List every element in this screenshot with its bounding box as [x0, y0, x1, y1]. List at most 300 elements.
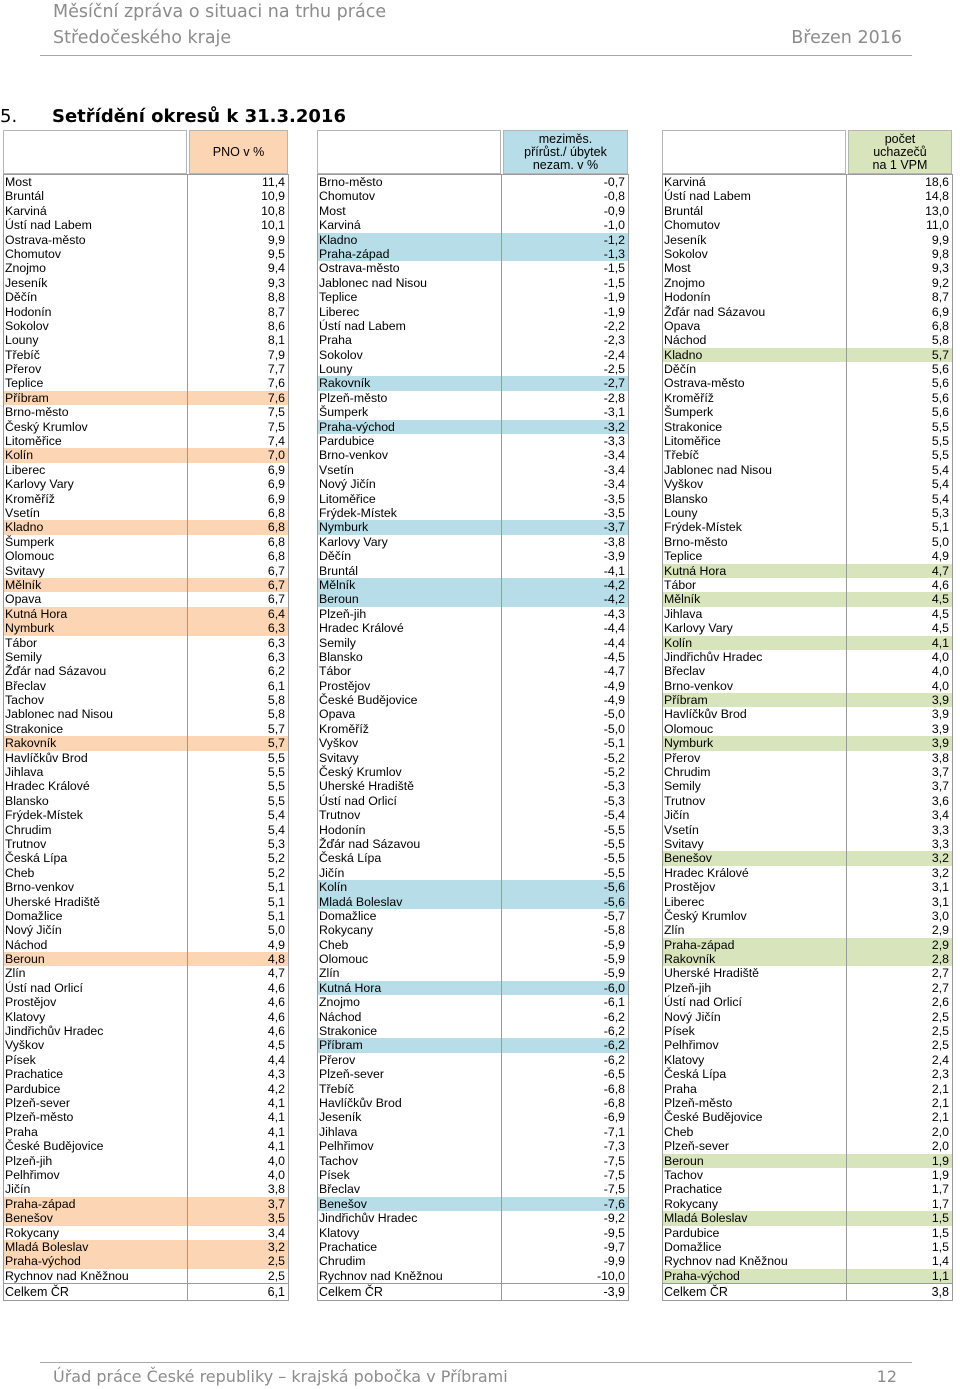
- district-name: Liberec: [5, 462, 46, 477]
- district-value: 5,4: [931, 462, 949, 477]
- district-value: 5,6: [931, 376, 949, 391]
- table-row: [317, 319, 628, 333]
- district-value: 3,9: [931, 707, 949, 722]
- district-name: Písek: [319, 1167, 350, 1182]
- district-value: 4,6: [267, 980, 285, 995]
- district-name: Kroměříž: [5, 491, 55, 506]
- district-name: Hradec Králové: [319, 621, 404, 636]
- table-row: [3, 520, 288, 534]
- column-header-blank: [3, 130, 187, 174]
- table-row: [3, 1110, 288, 1124]
- district-value: -5,9: [603, 937, 625, 952]
- grid-line: [662, 174, 663, 1301]
- district-name: České Budějovice: [664, 1110, 763, 1125]
- district-value: -4,9: [603, 693, 625, 708]
- district-name: Vyškov: [319, 736, 359, 751]
- district-value: 5,8: [267, 707, 285, 722]
- district-name: Blansko: [664, 491, 708, 506]
- district-value: 3,9: [931, 693, 949, 708]
- total-label: Celkem ČR: [5, 1285, 69, 1300]
- district-name: Opava: [664, 318, 701, 333]
- district-value: 3,5: [267, 1211, 285, 1226]
- table-row: [317, 520, 628, 534]
- district-name: Havlíčkův Brod: [319, 1096, 402, 1110]
- district-value: 5,5: [267, 750, 285, 765]
- table-row: [662, 621, 952, 635]
- district-name: Prachatice: [319, 1239, 378, 1254]
- table-row: [317, 693, 628, 707]
- table-row: [662, 276, 952, 290]
- district-name: Strakonice: [319, 1024, 378, 1039]
- district-value: 5,5: [931, 419, 949, 434]
- district-name: Chrudim: [664, 765, 711, 780]
- district-value: -7,5: [603, 1153, 625, 1168]
- district-value: 5,7: [931, 347, 949, 362]
- district-value: 4,0: [931, 649, 949, 664]
- district-name: Cheb: [5, 865, 35, 880]
- district-name: Příbram: [664, 693, 708, 708]
- district-name: Vsetín: [319, 462, 354, 477]
- table-row: [662, 895, 952, 909]
- total-value: 6,1: [267, 1285, 285, 1300]
- table-row: [662, 1110, 952, 1124]
- table-row: [3, 736, 288, 750]
- table-row: [662, 348, 952, 362]
- district-value: 4,7: [931, 563, 949, 578]
- table-row: [662, 1096, 952, 1110]
- district-value: 5,7: [267, 736, 285, 751]
- table-row: [662, 434, 952, 448]
- table-row: [662, 808, 952, 822]
- table-row: [317, 261, 628, 275]
- district-value: -3,2: [603, 419, 625, 434]
- district-value: 4,1: [267, 1124, 285, 1139]
- district-value: -5,6: [603, 894, 625, 909]
- table-row: [317, 1226, 628, 1240]
- district-value: 5,5: [267, 765, 285, 780]
- table-total-row: [662, 1284, 952, 1301]
- district-name: Jičín: [5, 1182, 31, 1197]
- district-value: -6,1: [603, 995, 625, 1010]
- district-name: Hodonín: [319, 822, 366, 837]
- district-value: 13,0: [925, 203, 949, 218]
- table-row: [3, 664, 288, 678]
- district-value: 5,5: [931, 448, 949, 463]
- district-value: -5,5: [603, 836, 625, 851]
- district-value: 4,3: [267, 1067, 285, 1082]
- district-value: -2,3: [603, 333, 625, 348]
- table-row: [3, 477, 288, 491]
- grid-line: [288, 174, 289, 1301]
- table-row: [3, 765, 288, 779]
- district-name: Jindřichův Hradec: [664, 649, 763, 664]
- district-name: Benešov: [319, 1196, 367, 1211]
- district-value: -7,5: [603, 1182, 625, 1197]
- district-name: Brno-venkov: [319, 448, 389, 463]
- district-value: -2,2: [603, 318, 625, 333]
- district-name: Kolín: [5, 448, 34, 463]
- district-name: Náchod: [5, 937, 48, 952]
- district-value: -6,0: [603, 980, 625, 995]
- district-value: -3,8: [603, 534, 625, 549]
- district-value: 9,2: [931, 275, 949, 290]
- district-name: Zlín: [664, 923, 685, 938]
- district-value: -6,2: [603, 1024, 625, 1039]
- district-name: Tachov: [5, 693, 44, 708]
- district-value: 6,8: [267, 505, 285, 520]
- district-value: 5,6: [931, 405, 949, 420]
- district-name: Znojmo: [319, 995, 361, 1010]
- table-row: [3, 995, 288, 1009]
- table-row: [317, 751, 628, 765]
- district-name: Frýdek-Místek: [664, 520, 742, 535]
- table-row: [3, 319, 288, 333]
- district-name: Třebíč: [664, 448, 699, 463]
- table-row: [3, 823, 288, 837]
- district-value: 4,5: [931, 592, 949, 607]
- table-row: [317, 391, 628, 405]
- table-row: [3, 779, 288, 793]
- district-name: Ústí nad Orlicí: [319, 793, 397, 808]
- table-row: [317, 1168, 628, 1182]
- district-name: Ostrava-město: [664, 376, 745, 391]
- district-name: Jičín: [319, 865, 345, 880]
- table-row: [3, 1154, 288, 1168]
- district-name: Domažlice: [664, 1239, 722, 1254]
- district-value: -5,8: [603, 923, 625, 938]
- district-name: Mělník: [664, 592, 701, 607]
- district-value: -9,9: [603, 1254, 625, 1269]
- district-value: 4,1: [267, 1096, 285, 1110]
- district-name: Nymburk: [319, 520, 369, 535]
- table-row: [662, 1038, 952, 1052]
- district-value: 6,3: [267, 649, 285, 664]
- table-row: [662, 1010, 952, 1024]
- table-row: [3, 362, 288, 376]
- district-value: -2,7: [603, 376, 625, 391]
- table-row: [662, 1154, 952, 1168]
- district-name: Cheb: [319, 937, 349, 952]
- district-name: Olomouc: [5, 549, 55, 564]
- district-value: -6,2: [603, 1038, 625, 1053]
- table-row: [317, 305, 628, 319]
- table-row: [662, 1269, 952, 1283]
- district-value: 2,0: [931, 1124, 949, 1139]
- district-name: Rokycany: [319, 923, 373, 938]
- table-row: [662, 938, 952, 952]
- section-number: 5.: [0, 106, 18, 127]
- table-row: [3, 1240, 288, 1254]
- district-name: Český Krumlov: [319, 765, 402, 780]
- table-row: [662, 463, 952, 477]
- district-value: -7,1: [603, 1124, 625, 1139]
- table-row: [3, 923, 288, 937]
- table-row: [317, 1254, 628, 1268]
- district-name: Litoměřice: [5, 434, 62, 449]
- district-name: Trutnov: [664, 793, 706, 808]
- district-name: Louny: [319, 362, 353, 377]
- table-row: [662, 261, 952, 275]
- district-name: Jablonec nad Nisou: [319, 275, 428, 290]
- district-value: 6,8: [267, 534, 285, 549]
- table-row: [317, 189, 628, 203]
- district-value: 6,9: [267, 462, 285, 477]
- district-name: Chrudim: [5, 822, 52, 837]
- district-value: 5,4: [931, 491, 949, 506]
- district-value: -1,5: [603, 275, 625, 290]
- district-value: -5,5: [603, 865, 625, 880]
- table-row: [3, 348, 288, 362]
- district-value: -4,2: [603, 592, 625, 607]
- district-name: Bruntál: [5, 189, 44, 204]
- table-header: [662, 130, 952, 174]
- table-monthly-change: [317, 130, 628, 1301]
- district-name: Vsetín: [664, 822, 699, 837]
- table-row: [317, 233, 628, 247]
- table-row: [317, 1082, 628, 1096]
- table-row: [662, 722, 952, 736]
- table-row: [662, 751, 952, 765]
- table-row: [662, 981, 952, 995]
- district-name: Prostějov: [5, 995, 57, 1010]
- table-row: [662, 1197, 952, 1211]
- district-name: Jičín: [664, 808, 690, 823]
- district-value: 4,6: [931, 577, 949, 592]
- table-row: [3, 1226, 288, 1240]
- district-value: 4,0: [267, 1153, 285, 1168]
- district-name: Blansko: [319, 649, 363, 664]
- district-name: Žďár nad Sázavou: [664, 304, 766, 319]
- district-name: Sokolov: [5, 318, 49, 333]
- district-name: Beroun: [319, 592, 359, 607]
- table-row: [317, 808, 628, 822]
- table-row: [662, 851, 952, 865]
- district-name: Blansko: [5, 793, 49, 808]
- district-value: -5,4: [603, 808, 625, 823]
- table-row: [662, 1168, 952, 1182]
- district-value: 5,5: [267, 779, 285, 794]
- district-value: 18,6: [925, 175, 949, 189]
- table-row: [317, 679, 628, 693]
- district-name: Praha-východ: [319, 419, 395, 434]
- table-row: [317, 1211, 628, 1225]
- district-value: -3,4: [603, 477, 625, 492]
- table-row: [3, 405, 288, 419]
- table-row: [662, 592, 952, 606]
- district-value: 3,2: [931, 865, 949, 880]
- district-name: Děčín: [664, 362, 697, 377]
- district-name: Kroměříž: [319, 721, 369, 736]
- grid-line: [317, 174, 318, 1301]
- district-value: 9,9: [267, 232, 285, 247]
- table-row: [317, 707, 628, 721]
- district-name: Plzeň-město: [5, 1110, 74, 1125]
- district-name: Trutnov: [5, 836, 47, 851]
- table-row: [662, 233, 952, 247]
- district-value: 5,4: [267, 822, 285, 837]
- district-name: Břeclav: [664, 664, 706, 679]
- table-row: [662, 1211, 952, 1225]
- district-name: Ústí nad Orlicí: [664, 995, 742, 1010]
- district-name: Břeclav: [5, 678, 47, 693]
- district-name: Kutná Hora: [5, 606, 68, 621]
- district-name: Plzeň-město: [319, 390, 388, 405]
- district-value: -1,2: [603, 232, 625, 247]
- district-value: 2,8: [931, 952, 949, 967]
- footer-rule: [40, 1362, 912, 1363]
- table-row: [3, 851, 288, 865]
- table-row: [3, 650, 288, 664]
- table-row: [317, 376, 628, 390]
- district-name: Brno-město: [5, 405, 69, 420]
- district-name: Praha-východ: [664, 1268, 740, 1283]
- district-name: Nový Jičín: [5, 923, 62, 938]
- district-name: Ostrava-město: [5, 232, 86, 247]
- table-row: [662, 362, 952, 376]
- district-value: 7,6: [267, 376, 285, 391]
- table-row: [3, 1053, 288, 1067]
- table-row: [317, 995, 628, 1009]
- district-value: -3,7: [603, 520, 625, 535]
- total-value: -3,9: [603, 1285, 625, 1300]
- table-row: [3, 966, 288, 980]
- district-value: 3,2: [931, 851, 949, 866]
- district-value: 9,8: [931, 246, 949, 261]
- district-name: Příbram: [5, 390, 49, 405]
- table-row: [317, 895, 628, 909]
- district-value: 2,0: [931, 1139, 949, 1154]
- table-row: [3, 233, 288, 247]
- table-row: [3, 391, 288, 405]
- district-name: Znojmo: [664, 275, 706, 290]
- table-row: [662, 564, 952, 578]
- table-row: [317, 851, 628, 865]
- table-body: [662, 174, 952, 1284]
- district-name: Tachov: [319, 1153, 358, 1168]
- district-value: 5,0: [267, 923, 285, 938]
- district-value: 4,1: [267, 1139, 285, 1154]
- district-name: Opava: [319, 707, 356, 722]
- district-value: 5,0: [931, 534, 949, 549]
- district-name: Benešov: [5, 1211, 53, 1226]
- table-row: [3, 693, 288, 707]
- district-name: Prachatice: [5, 1067, 64, 1082]
- table-row: [317, 535, 628, 549]
- district-name: Svitavy: [664, 836, 704, 851]
- district-name: Karlovy Vary: [664, 621, 733, 636]
- district-name: Nový Jičín: [319, 477, 376, 492]
- district-name: Tábor: [319, 664, 352, 679]
- district-name: Vyškov: [664, 477, 704, 492]
- district-value: -9,7: [603, 1239, 625, 1254]
- table-row: [317, 779, 628, 793]
- district-name: Praha-západ: [664, 937, 735, 952]
- district-value: 3,8: [931, 750, 949, 765]
- district-value: -5,2: [603, 765, 625, 780]
- table-row: [3, 621, 288, 635]
- table-row: [317, 1197, 628, 1211]
- district-value: 1,5: [931, 1239, 949, 1254]
- table-row: [317, 866, 628, 880]
- district-value: -3,1: [603, 405, 625, 420]
- district-value: -3,4: [603, 448, 625, 463]
- district-value: 1,9: [931, 1167, 949, 1182]
- district-name: Hradec Králové: [664, 865, 749, 880]
- grid-line: [187, 174, 188, 1301]
- district-name: Mladá Boleslav: [5, 1239, 89, 1254]
- district-value: -1,0: [603, 218, 625, 233]
- table-row: [317, 923, 628, 937]
- district-name: Liberec: [664, 894, 705, 909]
- district-name: Ústí nad Labem: [5, 218, 92, 233]
- district-value: -5,9: [603, 966, 625, 981]
- district-name: Třebíč: [319, 1081, 354, 1096]
- district-name: Mělník: [319, 577, 356, 592]
- district-name: Žďár nad Sázavou: [319, 836, 421, 851]
- district-value: 9,3: [931, 261, 949, 276]
- district-name: Pardubice: [664, 1225, 720, 1240]
- district-name: Nymburk: [5, 621, 55, 636]
- district-value: -5,7: [603, 908, 625, 923]
- district-value: 7,4: [267, 434, 285, 449]
- district-value: -6,5: [603, 1067, 625, 1082]
- district-name: Praha-západ: [319, 246, 390, 261]
- district-value: 4,5: [931, 606, 949, 621]
- table-row: [317, 1139, 628, 1153]
- table-row: [3, 636, 288, 650]
- district-value: 8,6: [267, 318, 285, 333]
- district-name: Most: [664, 261, 691, 276]
- district-name: Český Krumlov: [664, 908, 747, 923]
- district-value: 2,3: [931, 1067, 949, 1082]
- table-row: [662, 693, 952, 707]
- table-row: [3, 535, 288, 549]
- district-name: Chomutov: [664, 218, 721, 233]
- district-value: -6,2: [603, 1009, 625, 1024]
- table-row: [662, 520, 952, 534]
- table-row: [662, 736, 952, 750]
- table-row: [662, 1226, 952, 1240]
- district-value: 1,4: [931, 1254, 949, 1269]
- column-header: meziměs. přírůst./ úbytek nezam. v %: [503, 130, 628, 174]
- district-name: Brno-venkov: [5, 880, 75, 895]
- table-row: [3, 333, 288, 347]
- district-value: 2,1: [931, 1096, 949, 1110]
- table-row: [317, 477, 628, 491]
- table-row: [317, 621, 628, 635]
- district-name: České Budějovice: [5, 1139, 104, 1154]
- table-row: [662, 1067, 952, 1081]
- table-row: [3, 276, 288, 290]
- district-name: Rychnov nad Kněžnou: [5, 1268, 129, 1283]
- district-name: Chomutov: [319, 189, 376, 204]
- district-name: Jihlava: [319, 1124, 358, 1139]
- district-value: 7,7: [267, 362, 285, 377]
- district-value: 3,7: [931, 779, 949, 794]
- table-row: [662, 1254, 952, 1268]
- district-value: -0,7: [603, 175, 625, 189]
- table-row: [662, 650, 952, 664]
- district-name: Opava: [5, 592, 42, 607]
- grid-line: [952, 174, 953, 1301]
- table-row: [3, 679, 288, 693]
- district-name: Olomouc: [319, 952, 369, 967]
- district-name: Beroun: [5, 952, 45, 967]
- district-name: Uherské Hradiště: [664, 966, 759, 981]
- district-value: 4,7: [267, 966, 285, 981]
- district-name: Praha: [5, 1124, 38, 1139]
- district-name: Plzeň-jih: [664, 980, 712, 995]
